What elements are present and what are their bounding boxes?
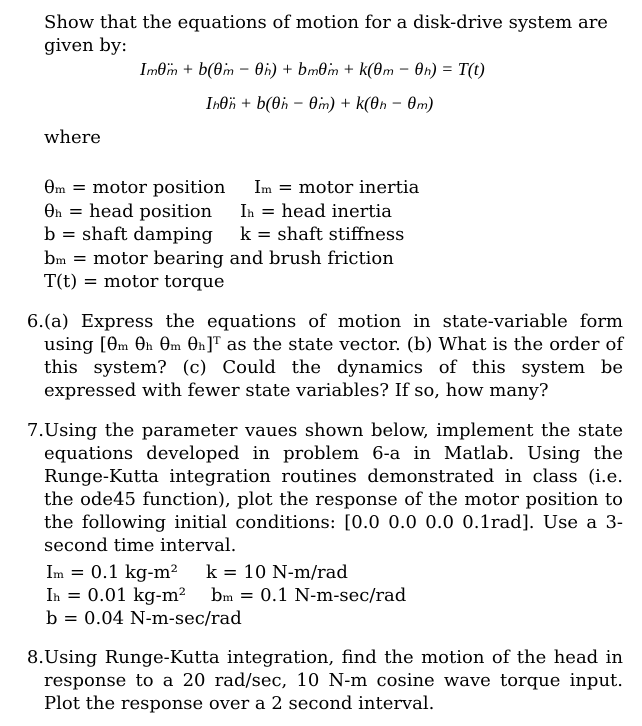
problem-text: Using Runge-Kutta integration, find the motion of the head in response to a 20 rad/sec, 10 N-m cosine wave torque input. Plot the response over a 2 second interval. (44, 647, 623, 714)
parameter-row (46, 584, 407, 607)
problem-text: (a) Express the equations of motion in state-variable form using [θ̇ₘ θ̇ₕ θₘ θₕ]ᵀ as the state vector. (b) What is the order of this system? (c) Could the dynamics of this system be expressed with fewer state variables? If so, how many? (44, 311, 623, 401)
definition-head-inertia: Iₕ = head inertia (240, 200, 392, 222)
definition-row (44, 270, 629, 294)
definition-row (44, 200, 629, 224)
parameter-row (46, 561, 348, 584)
definition-motor-inertia: Iₘ = motor inertia (254, 177, 420, 198)
problem-number: 6. (26, 311, 44, 332)
problem-number: 7. (26, 420, 44, 441)
intro-paragraph: Show that the equations of motion for a disk-drive system are given by: (44, 12, 608, 56)
equation-head: Iₕθ̈ₕ + b(θ̇ₕ − θ̇ₘ) + k(θₕ − θₘ) (206, 93, 434, 113)
problem-number: 8. (26, 647, 44, 668)
parameter-stiffness: k = 10 N-m/rad (206, 562, 348, 583)
definition-row (44, 176, 629, 200)
parameter-row (46, 607, 242, 630)
definition-motor-position: θₘ = motor position (44, 177, 226, 198)
definition-head-position: θₕ = head position (44, 200, 213, 222)
problem-text: Using the parameter vaues shown below, implement the state equations developed in problem 6-a in Matlab. Using the Runge-Kutta integration routines demonstrated in class (i.e. the ode45 function), plot the response of the motor position to the following initial conditions: [0.0 0.0 0.0 0.1rad]. Use a 3-second time interval. (44, 420, 623, 556)
definition-motor-friction: bₘ = motor bearing and brush friction (44, 247, 394, 269)
definition-row (44, 223, 629, 247)
parameter-motor-inertia: Iₘ = 0.1 kg-m² (46, 562, 178, 583)
equation-motor: Iₘθ̈ₘ + b(θ̇ₘ − θ̇ₕ) + bₘθ̇ₘ + k(θₘ − θₕ) = T(t) (140, 59, 485, 79)
definitions-list (44, 176, 629, 294)
definition-motor-torque: T(t) = motor torque (44, 271, 225, 292)
parameter-head-inertia: Iₕ = 0.01 kg-m² (46, 585, 187, 606)
definition-shaft-stiffness: k = shaft stiffness (240, 224, 405, 245)
definition-shaft-damping: b = shaft damping (44, 224, 213, 245)
parameter-list (46, 561, 407, 630)
definition-row (44, 247, 629, 271)
parameter-motor-friction: bₘ = 0.1 N-m-sec/rad (211, 585, 407, 606)
where-label: where (44, 127, 101, 148)
parameter-damping: b = 0.04 N-m-sec/rad (46, 608, 242, 629)
